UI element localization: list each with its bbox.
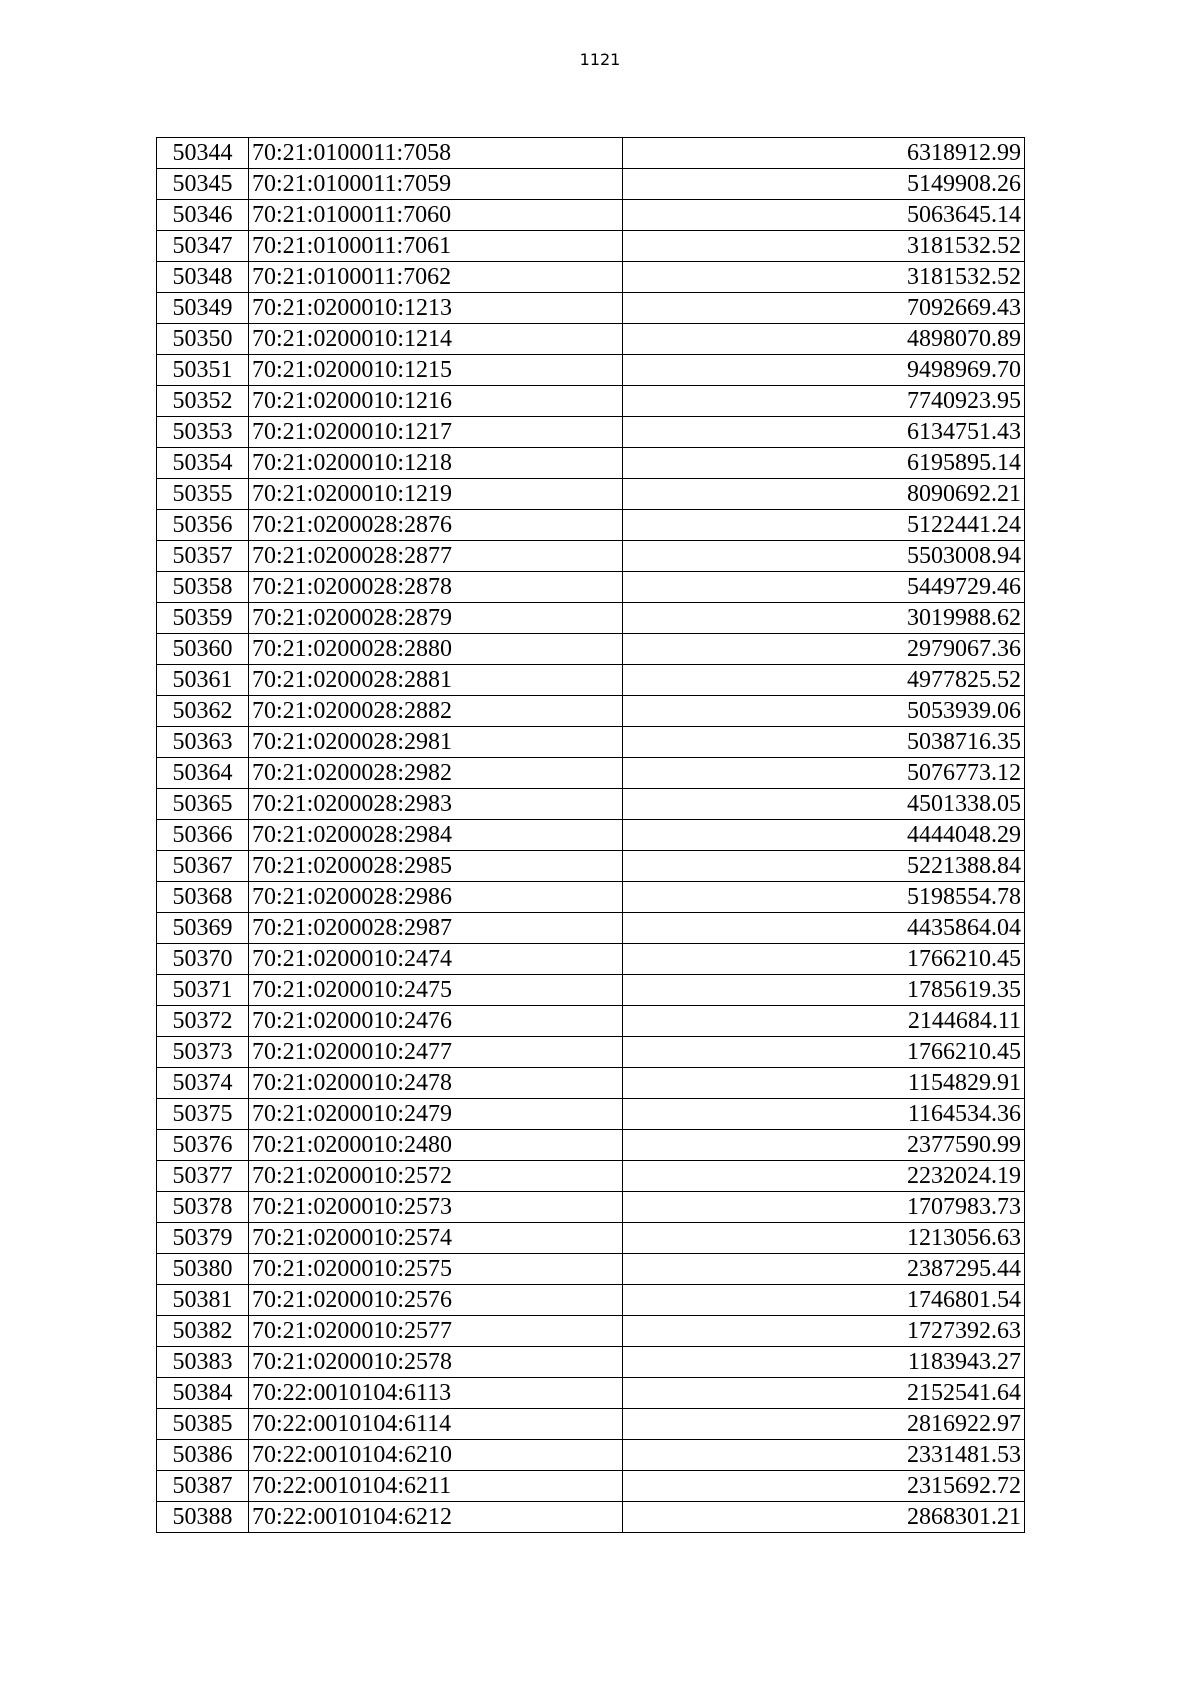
cadastral-number-cell: 70:21:0200010:2577: [249, 1316, 623, 1347]
row-number-cell: 50386: [157, 1440, 249, 1471]
table-row: [157, 448, 1025, 479]
row-number-cell: 50363: [157, 727, 249, 758]
value-cell: 2232024.19: [623, 1161, 1025, 1192]
row-number-cell: 50374: [157, 1068, 249, 1099]
cadastral-number-cell: 70:21:0200028:2877: [249, 541, 623, 572]
table-row: [157, 1006, 1025, 1037]
table-row: [157, 293, 1025, 324]
table-row: [157, 200, 1025, 231]
table-row: [157, 169, 1025, 200]
table-row: [157, 1192, 1025, 1223]
row-number-cell: 50360: [157, 634, 249, 665]
value-cell: 2387295.44: [623, 1254, 1025, 1285]
value-cell: 2152541.64: [623, 1378, 1025, 1409]
value-cell: 4977825.52: [623, 665, 1025, 696]
cadastral-number-cell: 70:21:0200028:2981: [249, 727, 623, 758]
cadastral-number-cell: 70:21:0200010:1217: [249, 417, 623, 448]
cadastral-number-cell: 70:21:0200028:2986: [249, 882, 623, 913]
row-number-cell: 50383: [157, 1347, 249, 1378]
table-row: [157, 1347, 1025, 1378]
cadastral-number-cell: 70:21:0200010:2479: [249, 1099, 623, 1130]
row-number-cell: 50356: [157, 510, 249, 541]
row-number-cell: 50344: [157, 138, 249, 169]
cadastral-number-cell: 70:21:0200028:2882: [249, 696, 623, 727]
row-number-cell: 50362: [157, 696, 249, 727]
table-row: [157, 1037, 1025, 1068]
row-number-cell: 50388: [157, 1502, 249, 1533]
row-number-cell: 50371: [157, 975, 249, 1006]
table-row: [157, 944, 1025, 975]
value-cell: 1766210.45: [623, 944, 1025, 975]
value-cell: 1183943.27: [623, 1347, 1025, 1378]
row-number-cell: 50345: [157, 169, 249, 200]
table-row: [157, 1440, 1025, 1471]
table-row: [157, 851, 1025, 882]
value-cell: 4501338.05: [623, 789, 1025, 820]
row-number-cell: 50373: [157, 1037, 249, 1068]
cadastral-number-cell: 70:21:0200010:2475: [249, 975, 623, 1006]
row-number-cell: 50366: [157, 820, 249, 851]
cadastral-number-cell: 70:22:0010104:6210: [249, 1440, 623, 1471]
cadastral-number-cell: 70:21:0200010:2576: [249, 1285, 623, 1316]
row-number-cell: 50359: [157, 603, 249, 634]
row-number-cell: 50377: [157, 1161, 249, 1192]
table-row: [157, 1471, 1025, 1502]
cadastral-number-cell: 70:21:0100011:7060: [249, 200, 623, 231]
table-row: [157, 541, 1025, 572]
cadastral-number-cell: 70:21:0200028:2987: [249, 913, 623, 944]
cadastral-number-cell: 70:21:0200010:1218: [249, 448, 623, 479]
row-number-cell: 50365: [157, 789, 249, 820]
row-number-cell: 50379: [157, 1223, 249, 1254]
cadastral-number-cell: 70:22:0010104:6211: [249, 1471, 623, 1502]
value-cell: 6318912.99: [623, 138, 1025, 169]
value-cell: 6195895.14: [623, 448, 1025, 479]
cadastral-number-cell: 70:21:0200028:2982: [249, 758, 623, 789]
table-row: [157, 758, 1025, 789]
value-cell: 1766210.45: [623, 1037, 1025, 1068]
row-number-cell: 50354: [157, 448, 249, 479]
row-number-cell: 50357: [157, 541, 249, 572]
value-cell: 5053939.06: [623, 696, 1025, 727]
cadastral-number-cell: 70:21:0200010:1219: [249, 479, 623, 510]
value-cell: 2144684.11: [623, 1006, 1025, 1037]
value-cell: 4435864.04: [623, 913, 1025, 944]
table-row: [157, 324, 1025, 355]
table-row: [157, 1285, 1025, 1316]
table-row: [157, 355, 1025, 386]
row-number-cell: 50380: [157, 1254, 249, 1285]
value-cell: 2315692.72: [623, 1471, 1025, 1502]
row-number-cell: 50346: [157, 200, 249, 231]
value-cell: 5122441.24: [623, 510, 1025, 541]
row-number-cell: 50384: [157, 1378, 249, 1409]
table-body: [157, 138, 1025, 1533]
cadastral-number-cell: 70:21:0200028:2879: [249, 603, 623, 634]
value-cell: 5221388.84: [623, 851, 1025, 882]
row-number-cell: 50376: [157, 1130, 249, 1161]
cadastral-number-cell: 70:21:0100011:7062: [249, 262, 623, 293]
value-cell: 2868301.21: [623, 1502, 1025, 1533]
cadastral-number-cell: 70:21:0200010:2575: [249, 1254, 623, 1285]
cadastral-number-cell: 70:21:0200028:2876: [249, 510, 623, 541]
page-number: 1121: [579, 50, 621, 69]
value-cell: 1164534.36: [623, 1099, 1025, 1130]
table-row: [157, 1223, 1025, 1254]
registry-table: [156, 137, 1025, 1533]
value-cell: 3181532.52: [623, 231, 1025, 262]
table-row: [157, 1316, 1025, 1347]
value-cell: 7740923.95: [623, 386, 1025, 417]
row-number-cell: 50369: [157, 913, 249, 944]
table-row: [157, 1099, 1025, 1130]
row-number-cell: 50382: [157, 1316, 249, 1347]
value-cell: 5449729.46: [623, 572, 1025, 603]
value-cell: 1785619.35: [623, 975, 1025, 1006]
cadastral-number-cell: 70:21:0200010:1214: [249, 324, 623, 355]
row-number-cell: 50355: [157, 479, 249, 510]
cadastral-number-cell: 70:21:0100011:7059: [249, 169, 623, 200]
value-cell: 3181532.52: [623, 262, 1025, 293]
table-row: [157, 1068, 1025, 1099]
cadastral-number-cell: 70:21:0200010:1215: [249, 355, 623, 386]
value-cell: 5063645.14: [623, 200, 1025, 231]
cadastral-number-cell: 70:21:0200010:2573: [249, 1192, 623, 1223]
row-number-cell: 50375: [157, 1099, 249, 1130]
table-row: [157, 417, 1025, 448]
cadastral-number-cell: 70:21:0200010:2578: [249, 1347, 623, 1378]
cadastral-number-cell: 70:21:0200010:2476: [249, 1006, 623, 1037]
cadastral-number-cell: 70:21:0200010:2480: [249, 1130, 623, 1161]
cadastral-number-cell: 70:21:0200028:2985: [249, 851, 623, 882]
value-cell: 4898070.89: [623, 324, 1025, 355]
value-cell: 5076773.12: [623, 758, 1025, 789]
cadastral-number-cell: 70:21:0200010:2474: [249, 944, 623, 975]
value-cell: 2331481.53: [623, 1440, 1025, 1471]
value-cell: 1727392.63: [623, 1316, 1025, 1347]
row-number-cell: 50385: [157, 1409, 249, 1440]
cadastral-number-cell: 70:21:0200028:2878: [249, 572, 623, 603]
value-cell: 2377590.99: [623, 1130, 1025, 1161]
table-row: [157, 1502, 1025, 1533]
table-row: [157, 603, 1025, 634]
row-number-cell: 50381: [157, 1285, 249, 1316]
cadastral-number-cell: 70:21:0200028:2983: [249, 789, 623, 820]
value-cell: 2816922.97: [623, 1409, 1025, 1440]
table-row: [157, 882, 1025, 913]
value-cell: 3019988.62: [623, 603, 1025, 634]
cadastral-number-cell: 70:21:0200028:2984: [249, 820, 623, 851]
table-row: [157, 696, 1025, 727]
cadastral-number-cell: 70:21:0200028:2881: [249, 665, 623, 696]
value-cell: 9498969.70: [623, 355, 1025, 386]
table-row: [157, 1378, 1025, 1409]
row-number-cell: 50364: [157, 758, 249, 789]
value-cell: 5503008.94: [623, 541, 1025, 572]
row-number-cell: 50368: [157, 882, 249, 913]
value-cell: 7092669.43: [623, 293, 1025, 324]
table-row: [157, 572, 1025, 603]
row-number-cell: 50353: [157, 417, 249, 448]
cadastral-number-cell: 70:22:0010104:6113: [249, 1378, 623, 1409]
table-row: [157, 820, 1025, 851]
row-number-cell: 50361: [157, 665, 249, 696]
table-row: [157, 789, 1025, 820]
cadastral-number-cell: 70:21:0100011:7058: [249, 138, 623, 169]
value-cell: 5038716.35: [623, 727, 1025, 758]
table-row: [157, 727, 1025, 758]
value-cell: 4444048.29: [623, 820, 1025, 851]
row-number-cell: 50352: [157, 386, 249, 417]
table-row: [157, 138, 1025, 169]
table-row: [157, 665, 1025, 696]
table-row: [157, 386, 1025, 417]
row-number-cell: 50367: [157, 851, 249, 882]
value-cell: 1213056.63: [623, 1223, 1025, 1254]
row-number-cell: 50387: [157, 1471, 249, 1502]
value-cell: 1707983.73: [623, 1192, 1025, 1223]
value-cell: 5198554.78: [623, 882, 1025, 913]
value-cell: 6134751.43: [623, 417, 1025, 448]
cadastral-number-cell: 70:21:0200010:2574: [249, 1223, 623, 1254]
value-cell: 5149908.26: [623, 169, 1025, 200]
table-row: [157, 262, 1025, 293]
value-cell: 1154829.91: [623, 1068, 1025, 1099]
row-number-cell: 50370: [157, 944, 249, 975]
value-cell: 2979067.36: [623, 634, 1025, 665]
cadastral-number-cell: 70:21:0200010:2572: [249, 1161, 623, 1192]
cadastral-number-cell: 70:21:0200010:2477: [249, 1037, 623, 1068]
row-number-cell: 50348: [157, 262, 249, 293]
row-number-cell: 50347: [157, 231, 249, 262]
table-row: [157, 231, 1025, 262]
row-number-cell: 50378: [157, 1192, 249, 1223]
row-number-cell: 50358: [157, 572, 249, 603]
table-row: [157, 913, 1025, 944]
cadastral-number-cell: 70:21:0200010:1216: [249, 386, 623, 417]
row-number-cell: 50349: [157, 293, 249, 324]
table-row: [157, 1130, 1025, 1161]
row-number-cell: 50350: [157, 324, 249, 355]
table-row: [157, 1161, 1025, 1192]
cadastral-number-cell: 70:22:0010104:6212: [249, 1502, 623, 1533]
cadastral-number-cell: 70:21:0200010:1213: [249, 293, 623, 324]
cadastral-number-cell: 70:22:0010104:6114: [249, 1409, 623, 1440]
value-cell: 1746801.54: [623, 1285, 1025, 1316]
table-row: [157, 479, 1025, 510]
cadastral-number-cell: 70:21:0200010:2478: [249, 1068, 623, 1099]
table-row: [157, 510, 1025, 541]
value-cell: 8090692.21: [623, 479, 1025, 510]
table-row: [157, 634, 1025, 665]
table-row: [157, 1254, 1025, 1285]
cadastral-number-cell: 70:21:0200028:2880: [249, 634, 623, 665]
row-number-cell: 50372: [157, 1006, 249, 1037]
row-number-cell: 50351: [157, 355, 249, 386]
cadastral-number-cell: 70:21:0100011:7061: [249, 231, 623, 262]
table-row: [157, 975, 1025, 1006]
table-row: [157, 1409, 1025, 1440]
